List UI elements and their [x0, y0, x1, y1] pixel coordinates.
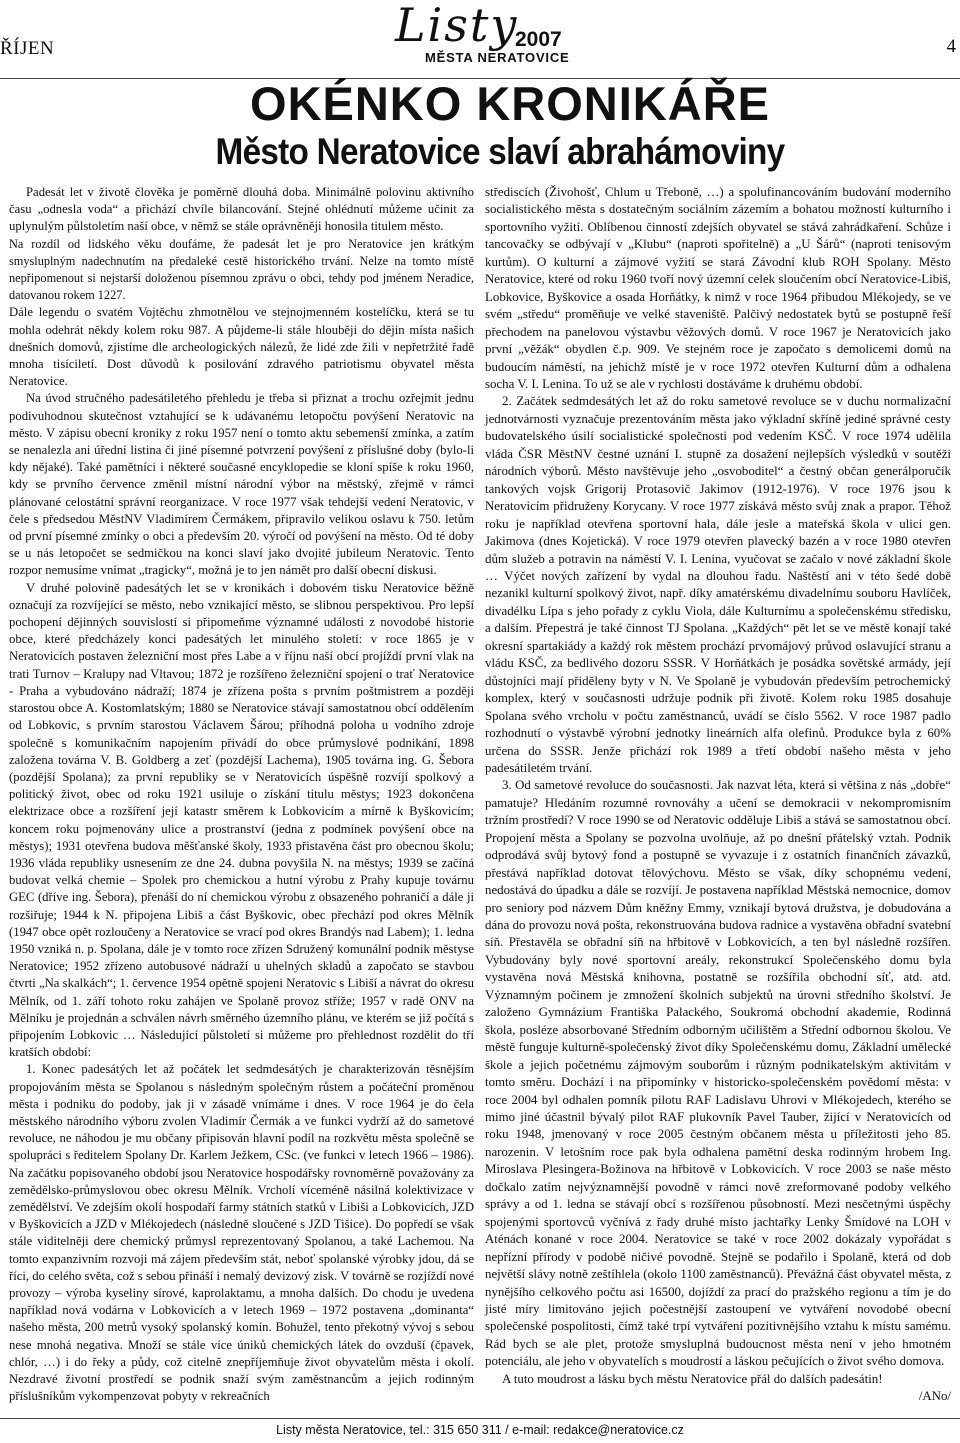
paragraph: V druhé polovině padesátých let se v kronikách i dobovém tisku Neratovice běžně označují za rozvíjející se město, nebo vznikající město, se slibnou perspektivou. Pro lepší pochopení dějinných souvislostí si připomeňme významné události z novodobé historie obce, které předcházely konci padesátých let minulého století: v roce 1865 je v Neratovicích postaven železniční most přes Labe a v říjnu naší obcí projíždí první vlak na trati Turnov – Kralupy nad Vltavou; 1872 je rozšířeno železniční spojení o trať Neratovice - Praha a vybudováno nádraží; 1874 je zřízena pošta s prvním poštmistrem a později starostou obce A. Kostomlatským; 1880 se Neratovice stávají samostatnou obcí oddělením od Lobkovic, s prvním starostou Václavem Šárou; příhodná poloha u vodního zdroje společně s komunikačním napojením přivádí do obce průmyslové podnikání, 1898 založena továrna V. B. Goldberg a zeť (pozdější Lachema), 1905 továrna ing. G. Šebora (pozdější Spolana); za první republiky se v Neratovicích úspěšně rozvíjí spolkový a politický život, obec od roku 1921 usiluje o získání titulu městys; 1923 dokončena elektrizace obce a rozšíření její katastr směrem k Lobkovicím a mírně k Byškovicím; koncem roku pojmenovány ulice a prostranství (jedna z podmínek povýšení obce na městys); 1931 otevřena budova měšťanské školy, 1933 přistavěna část pro obecnou školu; 1936 vláda republiky usnesením ze dne 24. dubna povyšila N. na městys; 1939 se začíná budovat velká chemie – Spolek pro chemickou a hutní výrobu z Prahy kupuje továrnu GEC (dříve ing. Šebora), přenáší do ní chemickou výrobu z obsazeného pohraničí a dále ji rozšiřuje; 1944 k N. připojena Libiš a část Byškovic, obec přechází pod okres Mělník (1947 obce opět rozloučeny a Neratovice se vrací pod okres Brandýs nad Labem); 1. ledna 1950 vzniká n. p. Spolana, dále je v tomto roce zřízen Sdružený komunální podnik městyse Neratovice; 1952 zřízeno autobusové nádraží u uhelných skladů a započato se stavbou čtvrti „Na skalkách“; 1. července 1954 opětně spojeni Neratovic s Libiší a návrat do okresu Mělník, od 1. září tohoto roku zahájen ve Spolaně provoz stříže; 1957 v radě ONV na Mělníku je projednán a schválen návrh směrného územního plánu, ve kterém se již počítá s připojením Lobkovic … Následující půlstoletí si můžeme pro přehlednost rozdělit do tří kratších období: — [9, 580, 474, 1060]
newspaper-logo — [395, 2, 570, 72]
page-footer: Listy města Neratovice, tel.: 315 650 311 / e-mail: redakce@neratovice.cz — [276, 1423, 684, 1437]
paragraph: střediscích (Živohošť, Chlum u Třeboně, …) a spolufinancováním budování moderního socialistického města s dostatečným sociálním zázemím a bohatou možností kulturního i sportovního vyžití. Oblíbenou činností zdejších obyvatel se stává zahrádkaření. Schůze i tancovačky se odbývají v „Klubu“ (naproti spořitelně) a „U Šárů“ (naproti tenisovým kurtům). O kulturní a zájmové vyžití se stará Závodní klub ROH Spolany. Město Neratovice, které od roku 1960 tvoří nový územní celek sloučením obcí Neratovice-Libiš, Lobkovice, Byškovice a osada Horňátky, k nimž v roce 1964 přibudou Mlékojedy, se ve svém „středu“ proměňuje ve velké staveniště. Palčivý nedostatek bytů se postupně řeší přechodem na panelovou výstavbu věžových domů. V roce 1967 je Neratovicích jako první „věžák“ obydlen č.p. 909. Ve stejném roce je započato s demolicemi domů na budoucím náměstí, na jehichž místě je v roce 1972 otevřen Kulturní dům a odhalena socha V. I. Lenina. To už se ale v rychlosti dostáváme k druhému období. — [485, 185, 951, 391]
paragraph: 2. Začátek sedmdesátých let až do roku sametové revoluce se v duchu normalizační jednotvárnosti vyznačuje prezentováním města jako výkladní skříně jediné správné cesty budovatelského úsilí socialistické společnosti pod vedením KSČ. V roce 1974 udělila vláda ČSR MěstNV čestné uznání I. stupně za dosažení nejlepších výsledků v soutěži národních výborů. Město navštěvuje jeho „osvoboditel“ a čestný občan generálporučík tankových vojsk Grigorij Protasovič Jakimov (1912-1976). V roce 1976 jsou k Neratovicím přidruženy Korycany. V roce 1977 získává město svůj znak a prapor. Těhož roku je například otevřena sportovní hala, dále jesle a mateřská škola v ulici gen. Jakimova (dnes Kojetická). V roce 1979 otevřen plavecký bazén a v roce 1980 otevřen dům služeb a potravin na náměstí V. I. Lenina, vyučovat se začalo v nové základní škole … Výčet nových zařízení by vydal na dlouhou řadu. Naštěstí ani v této šedé době nezanikl kulturní spolkový život, např. díky amatérskému divadelnímu souboru Havlíček, divadélku Lípa s jeho pořady z cyklu Viola, dále Kulturnímu a společenskému středisku, a dalším. Přepestrá je také činnost TJ Spolana. „Každých“ pět let se ve městě konají také okresní spartakiády a každý rok městem prochází prvomájový průvod oslavující stranu a vládu KSČ, za bedlivého dozoru SSSR. V Horňátkách je posádka sovětské armády, její důstojníci mají přiděleny byty v N. Ve Spolaně je vybudován především petrochemický komplex, který v současnosti udržuje podnik při životě. Kolem roku 1985 dosahuje Spolana svého vrcholu v počtu zaměstnanců, uvádí se číslo 5562. V roce 1987 padlo rozhodnutí o výstavbě výrobní jednotky lineárních alfa olefinů. Produkce byla z 60% určena do SSSR. Jenže přichází rok 1989 a třetí období našeho města v jeho padesátiletém trvání. — [485, 394, 951, 775]
paragraph: Padesát let v životě člověka je poměrně dlouhá doba. Minimálně polovinu aktivního času „odnesla voda“ a přichází chvíle bilancování. Stejné ohlédnutí můžeme učinit za uplynulým půlstoletím naší obce, v němž se stále oprávněněji honosila titulem město. — [9, 185, 474, 234]
paragraph: Na rozdíl od lidského věku doufáme, že padesát let je pro Neratovice jen krátkým smysluplným nadechnutím na předaleké cestě historického trvání. Nelze na tomto místě nepřipomenout si nejstarší doloženou písemnou zprávu o obci, tehdy pod jménem Neradice, datovanou rokem 1227. — [9, 236, 474, 303]
logo-year: 2007 — [515, 28, 562, 51]
page-number: 4 — [946, 36, 956, 57]
paragraph: 1. Konec padesátých let až počátek let sedmdesátých je charakterizován těsnějším propojováním města se Spolanou s následným společným růstem a počáteční proměnou města i podniku do podoby, jak ji v zásadě vnímáme i dnes. V roce 1964 je do čela městského národního výboru zvolen Vladimír Čermák a ve funkci vydrží až do sametové revoluce, ne náhodou je mu občany připisován hlavní podíl na rozkvětu města společně se spolupráci s ředitelem Spolany Dr. Karlem Ježkem, CSc. (ve funkci v letech 1966 – 1986). Na začátku popisovaného období jsou Neratovice hospodářsky rovnoměrně považovány za zemědělsko-průmyslovou obec okresu Mělník. Vrcholí víceméně násilná kolektivizace v zemědělství. Ve zdejším okolí hospodaří farmy státních statků v Libiši a Lobkovicích, JZD v Byškovicích a JZD v Mlékojedech (následně sloučené s JZD Tišice). Do popředí se však stále viditelněji dere chemický průmysl reprezentovaný Spolanou, a také Lachemou. Na tomto expanzivním rozvoji má zájem především stát, neboť spolanské výrobky jdou, dá se říci, do celého světa, což s sebou přináší i nemalý devizový zisk. V továrně se rozjíždí nové provozy – výroba kyseliny sírové, kaprolaktamu, a mnoha dalších. Do chodu je uvedena například nová vodárna v Lobkovicích a v letech 1969 – 1972 postavena „dominanta“ našeho města, 200 metrů vysoký spolanský komín. Bohužel, tento překotný vývoj s sebou nese mnohá negativa. Množí se stále více úniků chemických látek do ovzduší (čpavek, chlór, …) i do řeky a půdy, což citelně znepříjemňuje život obyvatelům města i okolí. Nezdravé životní prostředí se podnik snaží svým zaměstnancům a jejich rodinným příslušníkům vykompenzovat pobyty v rekreačních — [9, 1062, 474, 1404]
page-header — [0, 0, 960, 78]
logo-script-text: Listy — [395, 0, 519, 52]
footer-rule — [0, 1418, 960, 1419]
paragraph: 3. Od sametové revoluce do současnosti. Jak nazvat léta, která si většina z nás „dobře“ pamatuje? Hledáním rozumné rovnováhy a učení se demokracii v nekompromisním tržním prostředí? V roce 1990 se od Neratovic odděluje Libiš a stává se samostatnou obcí. Propojení města a Spolany se pozvolna uvolňuje, až po dnešní přátelský vztah. Podnik odprodává svůj bytový fond a postupně se vyvazuje i z ostatních finančních závazků, přestává například dotovat tělovýchovu. Město se však, díky schopnému vedení, nedostává do úpadku a dále se rozvíjí. Je postavena například Městská nemocnice, domov pro seniory pod názvem Dům kněžny Emmy, vznikají bytová družstva, je dobudována a dána do provozu nová pošta, rekonstruována budova radnice a vystavěna obřadní svatební síň. Přestavěla se obřadní síň na hřbitově v Lobkovicích, a ten byl následně rozšířen. Vybudovány byly nové sportovní areály, rekonstrukcí Společenského domu byla vystavěna nová Městská knihovna, postatně se rozšířila obchodní síť, atd. atd. Významným počinem je zmnožení školních subjektů na úrovni středního školství. Je založeno Gymnázium Františka Palackého, Soukromá obchodní akademie, Rodinná škola, posléze absorbované Středním odborným učilištěm a Střední odbornou školou. Ve městě funguje kulturně-společenský život díky Společenskému domu, Základní umělecké škole a jejich početnému zájmovým souborům i různým podnikatelským aktivitám v tomto směru. Dochází i na připomínky v historicko-společenském povědomí města: v roce 2004 byl odhalen pomník pilotu RAF Ladislavu Uhrovi v Mlékojedech, kterého se mimo jiné účastnil bývalý pilot RAF plukovník Pavel Tauber, žijící v Neratovicích od roku 1948, jmenovaný v roce 2005 čestným občanem města u příležitosti jeho 85. narozenin. V letošním roce pak byla odhalena pamětní deska rodinným hrobem Ing. Miroslava Plesingera-Božinova na hřbitově v Lobkovicích. V roce 2003 se naše město dočkalo zatím nejvýznamnější povodně v rámci nově zreformované podoby velkého správy a od 1. ledna se stávají obcí s rozšířenou působností. Mezi nesčetnými úspěchy spojenými sportovců vyčnívá z řady druhé místo jachtařky Lenky Šmídové na LOH v Aténách konané v roce 2004. Neratovice se také v roce 2002 dokázaly vypořádat s nepřízní přírody v podobě ničivé povodně. Stejně se podařilo i Spolaně, která od dob největší slávy notně zeštíhlela (okolo 1100 zaměstnanců). Převážná část obyvatel města, z nynějšího celkového počtu asi 16500, dojíždí za prací do pražského regionu a tím je do jisté míry limitováno jejich počestnější zastoupení ve vytváření novodobé obecní společenské pospolitosti, čímž také trpí vytváření pozitivnějšího vztahu k místu samému. Rád bych se ale plet, protože smysluplná budoucnost města není v jeho hmotném potenciálu, ale jeho v obyvatelích s moudrostí a láskou pečujících o život svého domova. — [485, 778, 951, 1369]
article-column-left — [9, 184, 474, 1405]
paragraph: Dále legendu o svatém Vojtěchu zhmotnělou ve stejnojmenném kostelíčku, která se tu mohla odehrát někdy kolem roku 987. A půjdeme-li stále hlouběji do dějin místa našich dnešních domovů, zjistíme dle archeologických nálezů, že lidé zde žili v nepřetržité řadě mnoha tisíciletí. Dost důvodů k posilování zdravého patriotismu obyvatel města Neratovice. — [9, 305, 474, 389]
issue-month: ŘÍJEN — [0, 38, 55, 59]
paragraph: Na úvod stručného padesátiletého přehledu je třeba si přiznat a trochu ozřejmit jednu podivuhodnou skutečnost vztahující se k udávanému letopočtu povýšení Neratovic na město. V zápisu obecní kroniky z roku 1957 není o tomto aktu sebemenší zmínka, a zatím se nenalezla ani úřední listina či jiné písemné potvrzení povýšení z příslušné doby (bylo-li kdy nějaké). Také pamětníci i některé současné encyklopedie se kloní spíše k roku 1960, kdy se prvního července změnil místní národní výbor na městský, zřejmě v rámci plánované celostátní správní reorganizace. V roce 1977 však tehdejší vedení Neratovic, v čele s předsedou MěstNV Vladimírem Čermákem, připravilo velikou oslavu k 750. letům od první písemné zmínky o obci a především 20. výročí od povýšení na město. Od té doby se u nás letopočet se sedmičkou na konci slaví jako dvojité jubileum Neratovic. Tento rozpor nemusíme vnímat „tragicky“, možná je to jen námět pro další obecní diskusi. — [9, 391, 474, 578]
article-headline: Město Neratovice slaví abrahámoviny — [215, 131, 785, 172]
logo-subtitle: MĚSTA NERATOVICE — [425, 50, 570, 65]
article-column-right — [485, 184, 951, 1406]
author-signature: /ANo/ — [918, 1389, 951, 1404]
section-kicker: OKÉNKO KRONIKÁŘE — [250, 77, 770, 130]
paragraph: A tuto moudrost a lásku bych městu Neratovice přál do dalších padesátin! — [502, 1371, 883, 1386]
